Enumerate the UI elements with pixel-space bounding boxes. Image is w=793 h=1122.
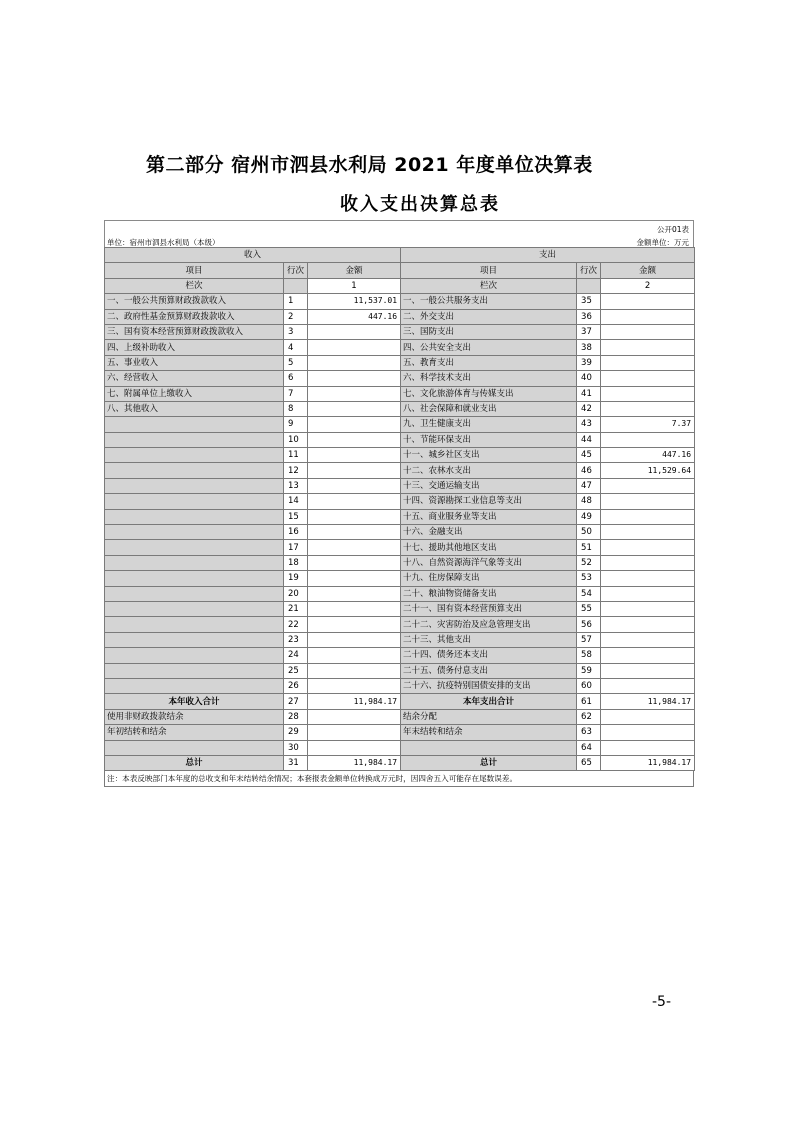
table-row bbox=[105, 617, 695, 632]
income-item-cell: 五、事业收入 bbox=[105, 355, 284, 370]
expense-line-cell: 46 bbox=[577, 463, 601, 478]
income-line-cell: 4 bbox=[284, 340, 308, 355]
expense-item-cell: 二十六、抗疫特别国债安排的支出 bbox=[401, 678, 577, 693]
income-amount-cell: 11,984.17 bbox=[308, 694, 401, 709]
expense-amount-cell bbox=[601, 663, 695, 678]
table-row bbox=[105, 417, 695, 432]
income-amount-cell bbox=[308, 478, 401, 493]
income-expense-table-container bbox=[104, 220, 694, 787]
expense-amount-cell: 447.16 bbox=[601, 448, 695, 463]
expense-col-number: 2 bbox=[601, 278, 695, 293]
table-row bbox=[105, 632, 695, 647]
expense-line-cell: 45 bbox=[577, 448, 601, 463]
income-amount-cell bbox=[308, 617, 401, 632]
table-row bbox=[105, 324, 695, 339]
income-line-cell: 23 bbox=[284, 632, 308, 647]
expense-item-cell: 三、国防支出 bbox=[401, 324, 577, 339]
income-item-cell: 四、上级补助收入 bbox=[105, 340, 284, 355]
income-expense-table bbox=[104, 247, 695, 771]
table-row bbox=[105, 601, 695, 616]
income-line-cell: 21 bbox=[284, 601, 308, 616]
income-item-cell: 年初结转和结余 bbox=[105, 725, 284, 740]
expense-amount-cell bbox=[601, 432, 695, 447]
income-lan-label: 栏次 bbox=[105, 278, 284, 293]
expense-item-cell: 十六、金融支出 bbox=[401, 525, 577, 540]
expense-line-cell: 64 bbox=[577, 740, 601, 755]
income-line-cell: 27 bbox=[284, 694, 308, 709]
income-line-cell: 7 bbox=[284, 386, 308, 401]
income-item-cell bbox=[105, 617, 284, 632]
income-line-cell: 6 bbox=[284, 371, 308, 386]
income-amount-cell bbox=[308, 463, 401, 478]
expense-item-cell: 年末结转和结余 bbox=[401, 725, 577, 740]
income-item-cell bbox=[105, 663, 284, 678]
table-row bbox=[105, 463, 695, 478]
expense-amount-cell bbox=[601, 540, 695, 555]
expense-line-cell: 38 bbox=[577, 340, 601, 355]
income-item-cell bbox=[105, 555, 284, 570]
income-line-cell: 5 bbox=[284, 355, 308, 370]
expense-line-cell: 41 bbox=[577, 386, 601, 401]
income-amount-cell: 11,984.17 bbox=[308, 755, 401, 770]
table-row bbox=[105, 540, 695, 555]
expense-item-cell: 一、一般公共服务支出 bbox=[401, 294, 577, 309]
expense-amount-cell bbox=[601, 478, 695, 493]
expense-item-cell: 四、公共安全支出 bbox=[401, 340, 577, 355]
income-line-cell: 29 bbox=[284, 725, 308, 740]
income-amount-cell bbox=[308, 709, 401, 724]
expense-amount-cell bbox=[601, 294, 695, 309]
expense-amount-cell bbox=[601, 494, 695, 509]
table-row bbox=[105, 509, 695, 524]
expense-line-cell: 49 bbox=[577, 509, 601, 524]
income-item-header: 项目 bbox=[105, 263, 284, 278]
income-line-cell: 12 bbox=[284, 463, 308, 478]
expense-amount-cell bbox=[601, 324, 695, 339]
income-amount-cell bbox=[308, 571, 401, 586]
expense-item-cell: 总计 bbox=[401, 755, 577, 770]
income-amount-cell bbox=[308, 401, 401, 416]
expense-lan-label: 栏次 bbox=[401, 278, 577, 293]
income-item-cell bbox=[105, 525, 284, 540]
income-amount-cell bbox=[308, 509, 401, 524]
expense-line-cell: 59 bbox=[577, 663, 601, 678]
page-number: -5- bbox=[652, 994, 672, 1010]
income-item-cell bbox=[105, 632, 284, 647]
expense-item-cell: 二十四、债务还本支出 bbox=[401, 648, 577, 663]
table-row bbox=[105, 694, 695, 709]
income-line-cell: 26 bbox=[284, 678, 308, 693]
income-col-number: 1 bbox=[308, 278, 401, 293]
income-line-cell: 25 bbox=[284, 663, 308, 678]
income-line-cell: 8 bbox=[284, 401, 308, 416]
expense-amount-cell bbox=[601, 586, 695, 601]
table-row bbox=[105, 678, 695, 693]
expense-amount-cell bbox=[601, 371, 695, 386]
expense-line-cell: 63 bbox=[577, 725, 601, 740]
expense-line-cell: 47 bbox=[577, 478, 601, 493]
table-row bbox=[105, 371, 695, 386]
income-item-cell: 七、附属单位上缴收入 bbox=[105, 386, 284, 401]
income-line-cell: 10 bbox=[284, 432, 308, 447]
expense-item-cell: 本年支出合计 bbox=[401, 694, 577, 709]
income-amount-cell bbox=[308, 725, 401, 740]
income-line-cell: 16 bbox=[284, 525, 308, 540]
table-row bbox=[105, 432, 695, 447]
income-amount-cell: 11,537.01 bbox=[308, 294, 401, 309]
table-row bbox=[105, 340, 695, 355]
table-row bbox=[105, 494, 695, 509]
table-note: 注：本表反映部门本年度的总收支和年末结转结余情况；本套报表金额单位转换成万元时，因四舍五入可能存在尾数误差。 bbox=[104, 771, 694, 787]
expense-line-cell: 57 bbox=[577, 632, 601, 647]
expense-item-cell: 十七、援助其他地区支出 bbox=[401, 540, 577, 555]
income-amount-cell: 447.16 bbox=[308, 309, 401, 324]
income-amount-cell bbox=[308, 601, 401, 616]
expense-amount-cell bbox=[601, 571, 695, 586]
table-row bbox=[105, 309, 695, 324]
table-row bbox=[105, 355, 695, 370]
expense-line-cell: 60 bbox=[577, 678, 601, 693]
expense-line-cell: 52 bbox=[577, 555, 601, 570]
income-item-cell: 二、政府性基金预算财政拨款收入 bbox=[105, 309, 284, 324]
income-amount-header: 金额 bbox=[308, 263, 401, 278]
income-amount-cell bbox=[308, 386, 401, 401]
income-item-cell: 八、其他收入 bbox=[105, 401, 284, 416]
expense-line-cell: 61 bbox=[577, 694, 601, 709]
expense-item-cell: 十三、交通运输支出 bbox=[401, 478, 577, 493]
expense-item-cell: 十二、农林水支出 bbox=[401, 463, 577, 478]
income-line-cell: 28 bbox=[284, 709, 308, 724]
income-line-cell: 19 bbox=[284, 571, 308, 586]
expense-item-cell: 结余分配 bbox=[401, 709, 577, 724]
income-line-cell: 22 bbox=[284, 617, 308, 632]
income-item-cell bbox=[105, 648, 284, 663]
table-row bbox=[105, 386, 695, 401]
expense-amount-header: 金额 bbox=[601, 263, 695, 278]
income-line-cell: 11 bbox=[284, 448, 308, 463]
expense-item-header: 项目 bbox=[401, 263, 577, 278]
income-item-cell: 一、一般公共预算财政拨款收入 bbox=[105, 294, 284, 309]
income-amount-cell bbox=[308, 371, 401, 386]
table-row bbox=[105, 740, 695, 755]
expense-amount-cell bbox=[601, 386, 695, 401]
income-line-cell: 18 bbox=[284, 555, 308, 570]
table-row bbox=[105, 401, 695, 416]
income-amount-cell bbox=[308, 355, 401, 370]
income-item-cell bbox=[105, 432, 284, 447]
table-row bbox=[105, 448, 695, 463]
expense-amount-cell bbox=[601, 709, 695, 724]
expense-item-cell: 十五、商业服务业等支出 bbox=[401, 509, 577, 524]
table-code: 公开01表 bbox=[656, 225, 689, 234]
income-line-cell: 17 bbox=[284, 540, 308, 555]
income-amount-cell bbox=[308, 540, 401, 555]
income-item-cell bbox=[105, 540, 284, 555]
expense-item-cell: 十四、资源勘探工业信息等支出 bbox=[401, 494, 577, 509]
income-item-cell: 本年收入合计 bbox=[105, 694, 284, 709]
expense-item-cell: 二、外交支出 bbox=[401, 309, 577, 324]
column-header-row bbox=[105, 263, 695, 278]
expense-item-cell: 七、文化旅游体育与传媒支出 bbox=[401, 386, 577, 401]
income-item-cell: 总计 bbox=[105, 755, 284, 770]
expense-amount-cell: 11,984.17 bbox=[601, 694, 695, 709]
income-line-cell: 20 bbox=[284, 586, 308, 601]
income-line-header: 行次 bbox=[284, 263, 308, 278]
table-title: 收入支出决算总表 bbox=[340, 194, 500, 215]
income-item-cell: 使用非财政拨款结余 bbox=[105, 709, 284, 724]
expense-amount-cell bbox=[601, 617, 695, 632]
expense-amount-cell: 11,529.64 bbox=[601, 463, 695, 478]
income-item-cell bbox=[105, 478, 284, 493]
table-row bbox=[105, 586, 695, 601]
expense-item-cell: 六、科学技术支出 bbox=[401, 371, 577, 386]
expense-section-header: 支出 bbox=[401, 248, 695, 263]
expense-line-cell: 62 bbox=[577, 709, 601, 724]
expense-amount-cell bbox=[601, 632, 695, 647]
expense-item-cell: 十一、城乡社区支出 bbox=[401, 448, 577, 463]
income-item-cell bbox=[105, 463, 284, 478]
expense-line-cell: 58 bbox=[577, 648, 601, 663]
table-row bbox=[105, 478, 695, 493]
income-item-cell bbox=[105, 678, 284, 693]
table-row bbox=[105, 755, 695, 770]
expense-amount-cell bbox=[601, 725, 695, 740]
expense-item-cell: 十九、住房保障支出 bbox=[401, 571, 577, 586]
expense-line-cell: 56 bbox=[577, 617, 601, 632]
expense-amount-cell bbox=[601, 340, 695, 355]
expense-line-cell: 50 bbox=[577, 525, 601, 540]
expense-item-cell: 八、社会保障和就业支出 bbox=[401, 401, 577, 416]
income-amount-cell bbox=[308, 432, 401, 447]
expense-amount-cell: 11,984.17 bbox=[601, 755, 695, 770]
income-line-cell: 13 bbox=[284, 478, 308, 493]
income-item-cell bbox=[105, 448, 284, 463]
expense-line-cell: 36 bbox=[577, 309, 601, 324]
income-amount-cell bbox=[308, 448, 401, 463]
expense-line-cell: 54 bbox=[577, 586, 601, 601]
table-row bbox=[105, 709, 695, 724]
expense-line-cell: 53 bbox=[577, 571, 601, 586]
table-row bbox=[105, 525, 695, 540]
income-amount-cell bbox=[308, 555, 401, 570]
income-line-cell: 15 bbox=[284, 509, 308, 524]
expense-item-cell: 十、节能环保支出 bbox=[401, 432, 577, 447]
income-line-cell: 14 bbox=[284, 494, 308, 509]
expense-line-cell: 40 bbox=[577, 371, 601, 386]
table-meta bbox=[104, 220, 694, 247]
expense-amount-cell bbox=[601, 401, 695, 416]
expense-amount-cell bbox=[601, 555, 695, 570]
income-amount-cell bbox=[308, 586, 401, 601]
expense-item-cell: 九、卫生健康支出 bbox=[401, 417, 577, 432]
table-row bbox=[105, 555, 695, 570]
expense-amount-cell bbox=[601, 509, 695, 524]
expense-item-cell bbox=[401, 740, 577, 755]
expense-line-cell: 35 bbox=[577, 294, 601, 309]
column-number-row bbox=[105, 278, 695, 293]
expense-line-cell: 42 bbox=[577, 401, 601, 416]
expense-line-cell: 55 bbox=[577, 601, 601, 616]
income-line-cell: 3 bbox=[284, 324, 308, 339]
expense-line-cell: 37 bbox=[577, 324, 601, 339]
expense-item-cell: 二十二、灾害防治及应急管理支出 bbox=[401, 617, 577, 632]
expense-line-cell: 43 bbox=[577, 417, 601, 432]
table-row bbox=[105, 725, 695, 740]
table-row bbox=[105, 294, 695, 309]
expense-line-header: 行次 bbox=[577, 263, 601, 278]
income-item-cell bbox=[105, 417, 284, 432]
income-amount-cell bbox=[308, 740, 401, 755]
income-amount-cell bbox=[308, 340, 401, 355]
income-amount-cell bbox=[308, 417, 401, 432]
expense-item-cell: 二十、粮油物资储备支出 bbox=[401, 586, 577, 601]
expense-amount-cell: 7.37 bbox=[601, 417, 695, 432]
expense-amount-cell bbox=[601, 740, 695, 755]
expense-item-cell: 二十三、其他支出 bbox=[401, 632, 577, 647]
income-amount-cell bbox=[308, 648, 401, 663]
expense-lan-blank bbox=[577, 278, 601, 293]
income-section-header: 收入 bbox=[105, 248, 401, 263]
expense-item-cell: 二十一、国有资本经营预算支出 bbox=[401, 601, 577, 616]
unit-name: 单位：宿州市泗县水利局（本级） bbox=[107, 238, 220, 247]
income-amount-cell bbox=[308, 678, 401, 693]
expense-amount-cell bbox=[601, 678, 695, 693]
income-line-cell: 31 bbox=[284, 755, 308, 770]
income-line-cell: 1 bbox=[284, 294, 308, 309]
money-unit: 金额单位：万元 bbox=[636, 238, 689, 247]
income-lan-blank bbox=[284, 278, 308, 293]
income-item-cell bbox=[105, 494, 284, 509]
expense-line-cell: 48 bbox=[577, 494, 601, 509]
expense-amount-cell bbox=[601, 601, 695, 616]
expense-line-cell: 39 bbox=[577, 355, 601, 370]
expense-amount-cell bbox=[601, 648, 695, 663]
income-item-cell bbox=[105, 601, 284, 616]
income-item-cell bbox=[105, 509, 284, 524]
income-item-cell bbox=[105, 740, 284, 755]
income-line-cell: 9 bbox=[284, 417, 308, 432]
income-item-cell bbox=[105, 571, 284, 586]
income-line-cell: 24 bbox=[284, 648, 308, 663]
expense-line-cell: 51 bbox=[577, 540, 601, 555]
expense-item-cell: 十八、自然资源海洋气象等支出 bbox=[401, 555, 577, 570]
income-item-cell: 六、经营收入 bbox=[105, 371, 284, 386]
income-amount-cell bbox=[308, 494, 401, 509]
expense-amount-cell bbox=[601, 525, 695, 540]
expense-item-cell: 五、教育支出 bbox=[401, 355, 577, 370]
table-row bbox=[105, 663, 695, 678]
income-item-cell bbox=[105, 586, 284, 601]
expense-line-cell: 44 bbox=[577, 432, 601, 447]
income-item-cell: 三、国有资本经营预算财政拨款收入 bbox=[105, 324, 284, 339]
table-row bbox=[105, 571, 695, 586]
page-title: 第二部分 宿州市泗县水利局 2021 年度单位决算表 bbox=[146, 154, 593, 176]
income-line-cell: 2 bbox=[284, 309, 308, 324]
income-amount-cell bbox=[308, 663, 401, 678]
table-row bbox=[105, 648, 695, 663]
expense-amount-cell bbox=[601, 309, 695, 324]
section-header-row bbox=[105, 248, 695, 263]
expense-amount-cell bbox=[601, 355, 695, 370]
income-amount-cell bbox=[308, 324, 401, 339]
income-amount-cell bbox=[308, 525, 401, 540]
expense-line-cell: 65 bbox=[577, 755, 601, 770]
expense-item-cell: 二十五、债务付息支出 bbox=[401, 663, 577, 678]
income-line-cell: 30 bbox=[284, 740, 308, 755]
income-amount-cell bbox=[308, 632, 401, 647]
